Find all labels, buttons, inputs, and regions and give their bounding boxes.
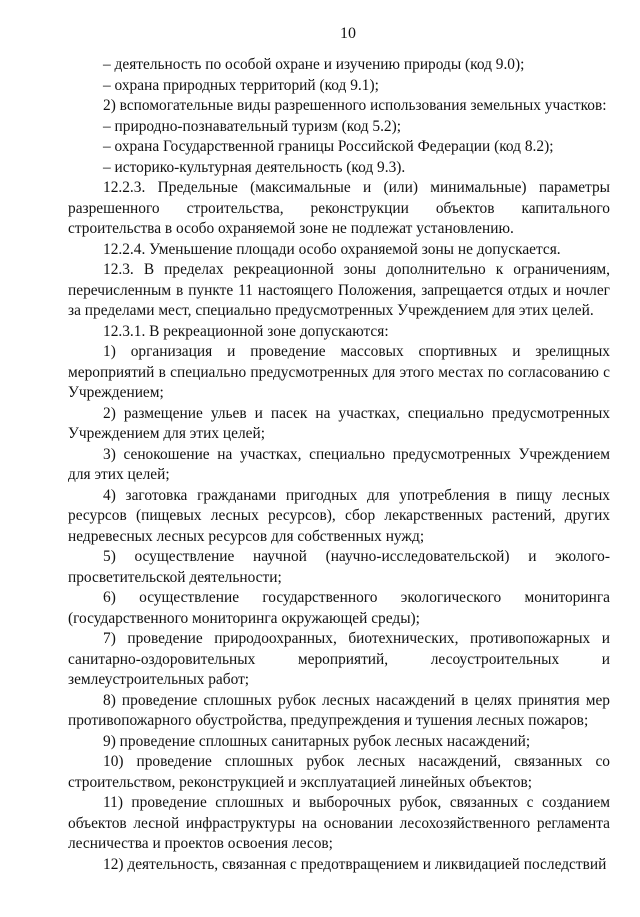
permitted-item-1: 1) организация и проведение массовых спортивных и зрелищных мероприятий в специально предусмотренных для этого местах по согласованию с Учреждением; [68,343,610,401]
permitted-item-7: 7) проведение природоохранных, биотехнических, противопожарных и санитарно-оздоровительных мероприятий, лесоустроительных и землеустроительных работ; [68,630,610,688]
permitted-item-4: 4) заготовка гражданами пригодных для употребления в пищу лесных ресурсов (пищевых лесных ресурсов), сбор лекарственных растений, других недревесных лесных ресурсов для собственных нужд; [68,486,610,545]
list-item-code-9-0: – деятельность по особой охране и изучению природы (код 9.0); [103,56,525,73]
clause-12-2-3: 12.2.3. Предельные (максимальные и (или) минимальные) параметры разрешенного строительства, реконструкции объектов капитального строительства в особо охраняемой зоне не подлежат установлению. [68,179,610,237]
page-number: 10 [340,25,356,42]
auxiliary-uses-heading: 2) вспомогательные виды разрешенного использования земельных участков: [103,97,607,114]
clause-12-3: 12.3. В пределах рекреационной зоны дополнительно к ограничениям, перечисленным в пункте 11 настоящего Положения, запрещается отдых и ночлег за пределами мест, специально предусмотренных Учреждением для этих целей. [68,261,610,319]
permitted-item-8: 8) проведение сплошных рубок лесных насаждений в целях принятия мер противопожарного обустройства, предупреждения и тушения лесных пожаров; [68,691,610,729]
permitted-item-6: 6) осуществление государственного экологического мониторинга (государственного мониторинга окружающей среды); [68,589,610,627]
clause-12-2-4: 12.2.4. Уменьшение площади особо охраняемой зоны не допускается. [103,240,561,258]
permitted-item-5: 5) осуществление научной (научно-исследовательской) и эколого-просветительской деятельности; [68,548,610,586]
list-item-code-9-3: – историко-культурная деятельность (код 9.3). [103,158,406,176]
permitted-item-3: 3) сенокошение на участках, специально предусмотренных Учреждением для этих целей; [68,445,610,483]
list-item-code-8-2: – охрана Государственной границы Российской Федерации (код 8.2); [103,138,554,155]
clause-12-3-1: 12.3.1. В рекреационной зоне допускаются: [103,322,389,340]
permitted-item-9: 9) проведение сплошных санитарных рубок лесных насаждений; [103,732,531,750]
permitted-item-2: 2) размещение ульев и пасек на участках, специально предусмотренных Учреждением для этих целей; [68,404,610,442]
permitted-item-10: 10) проведение сплошных рубок лесных насаждений, связанных со строительством, реконструкцией и эксплуатацией линейных объектов; [68,753,610,791]
permitted-item-11: 11) проведение сплошных и выборочных рубок, связанных с созданием объектов лесной инфраструктуры на основании лесохозяйственного регламента лесничества и проектов освоения лесов; [68,794,610,852]
list-item-code-5-2: – природно-познавательный туризм (код 5.2); [103,117,402,135]
list-item-code-9-1: – охрана природных территорий (код 9.1); [103,76,379,94]
permitted-item-12: 12) деятельность, связанная с предотвращением и ликвидацией последствий [103,855,607,873]
